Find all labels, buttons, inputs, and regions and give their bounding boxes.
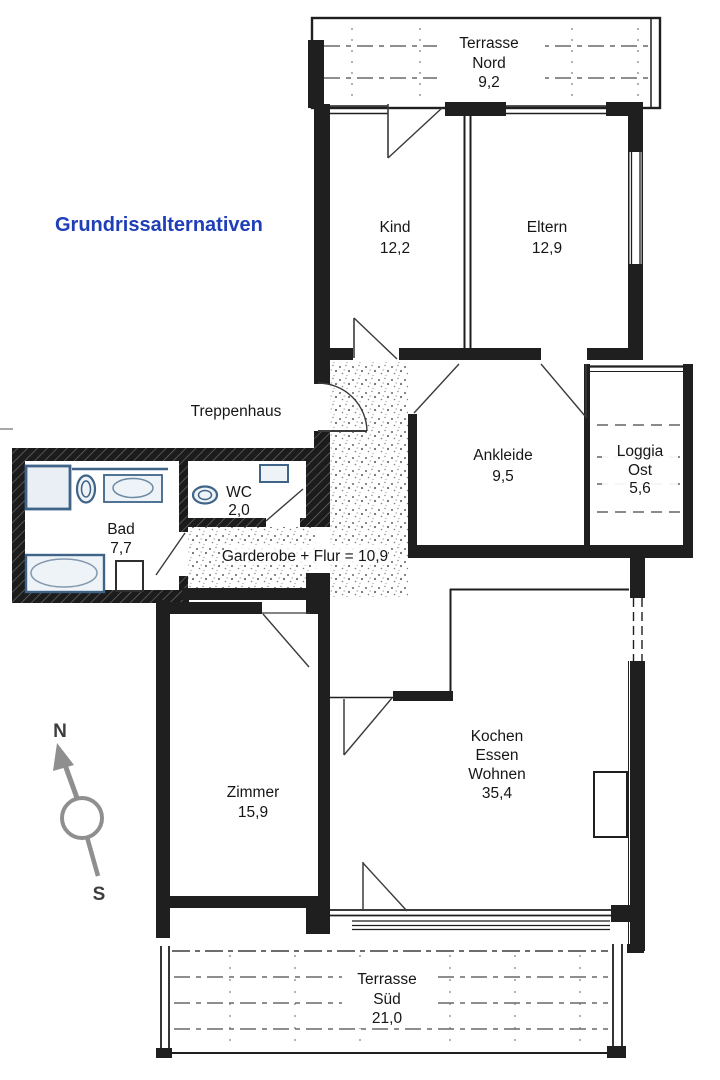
bad-door <box>156 533 185 575</box>
eltern-label: Eltern <box>526 219 568 236</box>
bad-label: Bad <box>107 521 135 538</box>
south-block-walls <box>156 556 645 953</box>
kochen-area: 35,4 <box>481 785 513 802</box>
terrasse-sued <box>156 944 626 1058</box>
treppenhaus-label: Treppenhaus <box>190 403 282 420</box>
ankleide-east-door <box>541 364 586 418</box>
kind-area: 12,2 <box>379 240 411 257</box>
bad-toilet <box>77 476 95 503</box>
terrasse-nord-label-1: Terrasse <box>459 35 519 52</box>
wc-sink <box>260 465 288 482</box>
shower <box>26 466 70 509</box>
kochen-label-2: Essen <box>475 747 519 764</box>
wc-toilet <box>193 487 217 504</box>
terrasse-sued-label-1: Terrasse <box>357 971 417 988</box>
ankleide-west-door <box>414 364 459 413</box>
page-title: Grundrissalternativen <box>55 214 263 236</box>
kitchen-terrace-door <box>363 862 407 911</box>
kochen-label-1: Kochen <box>470 728 524 745</box>
hall-kitchen-door <box>344 698 392 755</box>
terrasse-nord-label-2: Nord <box>472 55 506 72</box>
loggia-label-2: Ost <box>627 462 653 479</box>
kind-label: Kind <box>379 219 411 236</box>
terrasse-sued-label-2: Süd <box>373 991 401 1008</box>
kitchen-buffet <box>594 772 627 837</box>
garderobe-flur-label: Garderobe + Flur = 10,9 <box>221 548 389 565</box>
washer <box>116 561 143 591</box>
zimmer-door <box>262 613 310 667</box>
wc-area: 2,0 <box>228 502 250 519</box>
terrasse-nord-area: 9,2 <box>478 74 500 91</box>
loggia-label-1: Loggia <box>616 443 664 460</box>
kochen-label-3: Wohnen <box>468 766 526 783</box>
terrasse-nord <box>312 18 660 108</box>
bad-fixtures <box>26 466 168 592</box>
terrasse-sued-area: 21,0 <box>371 1010 403 1027</box>
kind-room-door <box>354 318 397 359</box>
loggia-area: 5,6 <box>629 480 651 497</box>
zimmer-label: Zimmer <box>226 784 280 801</box>
kind-terrace-door <box>388 104 442 158</box>
compass-north-label: N <box>53 721 67 742</box>
compass-south-label: S <box>92 884 106 905</box>
zimmer-area: 15,9 <box>237 804 269 821</box>
ankleide-label: Ankleide <box>473 447 533 464</box>
loggia-ost <box>597 425 681 512</box>
wc-door <box>266 489 303 521</box>
compass-circle <box>62 798 102 838</box>
wc-label: WC <box>226 484 252 501</box>
ankleide-area: 9,5 <box>492 468 514 485</box>
compass <box>53 721 105 905</box>
bad-area: 7,7 <box>110 540 132 557</box>
eltern-area: 12,9 <box>531 240 563 257</box>
